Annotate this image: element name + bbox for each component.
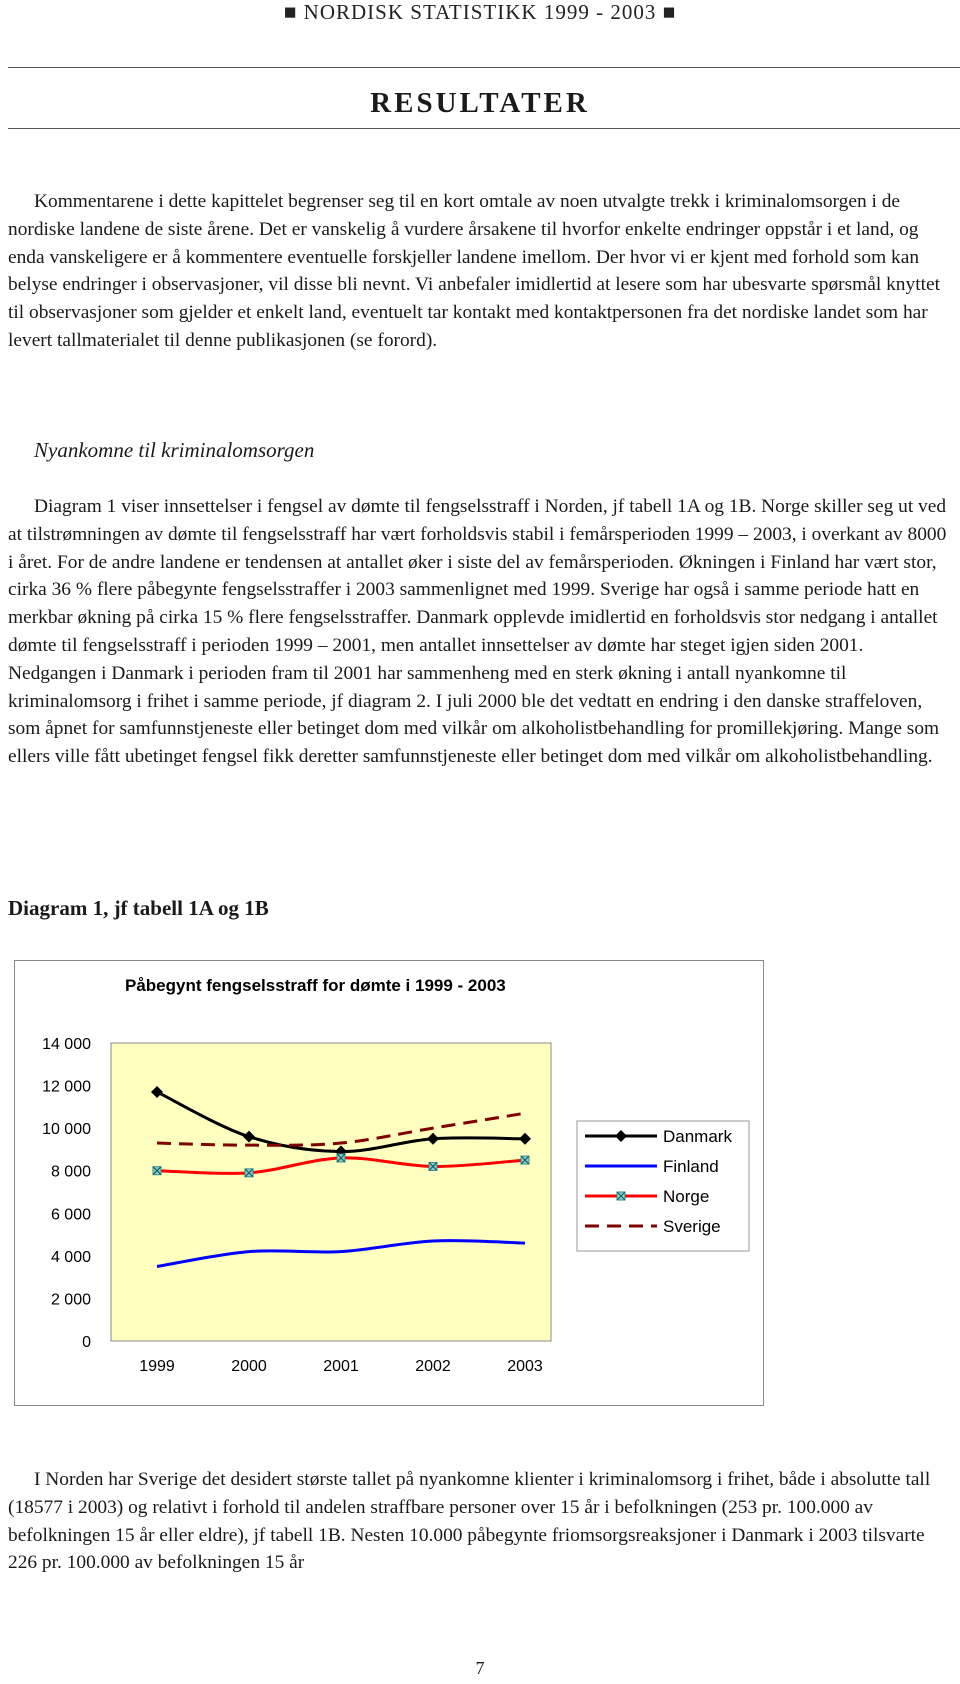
page-title: RESULTATER (370, 87, 590, 119)
y-tick-label: 10 000 (42, 1121, 91, 1139)
y-tick-label: 14 000 (42, 1036, 91, 1053)
legend-label-finland: Finland (663, 1157, 719, 1176)
running-header: ■ NORDISK STATISTIKK 1999 - 2003 ■ (283, 0, 677, 24)
x-tick-label: 2000 (231, 1358, 267, 1375)
data-point-norge (429, 1162, 437, 1170)
section-heading: Nyankomne til kriminalomsorgen (34, 438, 315, 462)
chart-container (14, 960, 764, 1406)
data-point-norge (245, 1169, 253, 1177)
line-chart (15, 961, 763, 1405)
y-tick-label: 12 000 (42, 1078, 91, 1096)
chart-title: Påbegynt fengselsstraff for dømte i 1999 - 2003 (125, 976, 506, 995)
page-number: 7 (475, 1658, 485, 1678)
header-divider-top (8, 67, 960, 68)
y-tick-label: 8 000 (50, 1163, 91, 1181)
legend-label-norge: Norge (663, 1187, 710, 1206)
diagram-heading: Diagram 1, jf tabell 1A og 1B (8, 896, 269, 920)
data-point-norge (521, 1156, 529, 1164)
legend-label-danmark: Danmark (663, 1127, 732, 1146)
x-tick-label: 2003 (507, 1358, 543, 1375)
y-tick-label: 0 (82, 1334, 91, 1351)
intro-paragraph: Kommentarene i dette kapittelet begrenser seg til en kort omtale av noen utvalgte trekk i kriminalomsorgen i de nordiske landene de siste årene. Det er vanskelig å vurdere årsakene til hvorfor enkelte endringer oppstår i et land, og enda vanskeligere er å kommentere eventuelle forskjeller landene imellom. Der hvor vi er kjent med forhold som kan belyse endringer i observasjoner, vil disse bli nevnt. Vi anbefaler imidlertid at lesere som har ubesvarte spørsmål knyttet til observasjoner som gjelder et enkelt land, eventuelt tar kontakt med kontaktpersonen fra det nordiske landet som har levert tallmaterialet til denne publikasjonen (se forord). (8, 191, 940, 351)
body-paragraph: Diagram 1 viser innsettelser i fengsel av dømte til fengselsstraff i Norden, jf tabell 1A og 1B. Norge skiller seg ut ved at tilstrømningen av dømte til fengselsstraff har vært forholdsvis stabil i femårsperioden 1999 – 2003, i overkant av 8000 i året. For de andre landene er tendensen at antallet øker i siste del av femårsperioden. Økningen i Finland har vært stor, cirka 36 % flere påbegynte fengselsstraffer i 2003 sammenlignet med 1999. Sverige har også i samme periode hatt en merkbar økning på cirka 15 % flere fengselsstraffer. Danmark opplevde imidlertid en forholdsvis stor nedgang i antallet dømte til fengselsstraff i perioden 1999 – 2001, men antallet innsettelser av dømte har steget igjen siden 2001. Nedgangen i Danmark i perioden fram til 2001 har sammenheng med en sterk økning i antall nyankomne til kriminalomsorg i frihet i samme periode, jf diagram 2. I juli 2000 ble det vedtatt en endring i den danske straffeloven, som åpnet for samfunnstjeneste eller betinget dom med vilkår om alkoholistbehandling for promillekjøring. Mange som ellers ville fått ubetinget fengsel fikk deretter samfunnstjeneste eller betinget dom med vilkår om alkoholistbehandling. (8, 496, 947, 768)
plot-area (111, 1043, 551, 1341)
y-tick-label: 6 000 (50, 1206, 91, 1224)
legend-label-sverige: Sverige (663, 1217, 721, 1236)
closing-paragraph: I Norden har Sverige det desidert største tallet på nyankomne klienter i kriminalomsorg i frihet, både i absolutte tall (18577 i 2003) og relativt i forhold til andelen straffbare personer over 15 år i befolkningen (253 pr. 100.000 av befolkningen 15 år eller eldre), jf tabell 1B. Nesten 10.000 påbegynte friomsorgsreaksjoner i Danmark i 2003 tilsvarte 226 pr. 100.000 av befolkningen 15 år (8, 1469, 931, 1574)
x-tick-label: 2002 (415, 1358, 451, 1375)
legend-marker-norge (617, 1192, 625, 1200)
x-tick-label: 1999 (139, 1358, 175, 1375)
header-divider-bottom (8, 128, 960, 129)
y-tick-label: 2 000 (50, 1291, 91, 1309)
data-point-norge (153, 1167, 161, 1175)
y-tick-label: 4 000 (50, 1248, 91, 1266)
data-point-norge (337, 1154, 345, 1162)
x-tick-label: 2001 (323, 1358, 359, 1375)
